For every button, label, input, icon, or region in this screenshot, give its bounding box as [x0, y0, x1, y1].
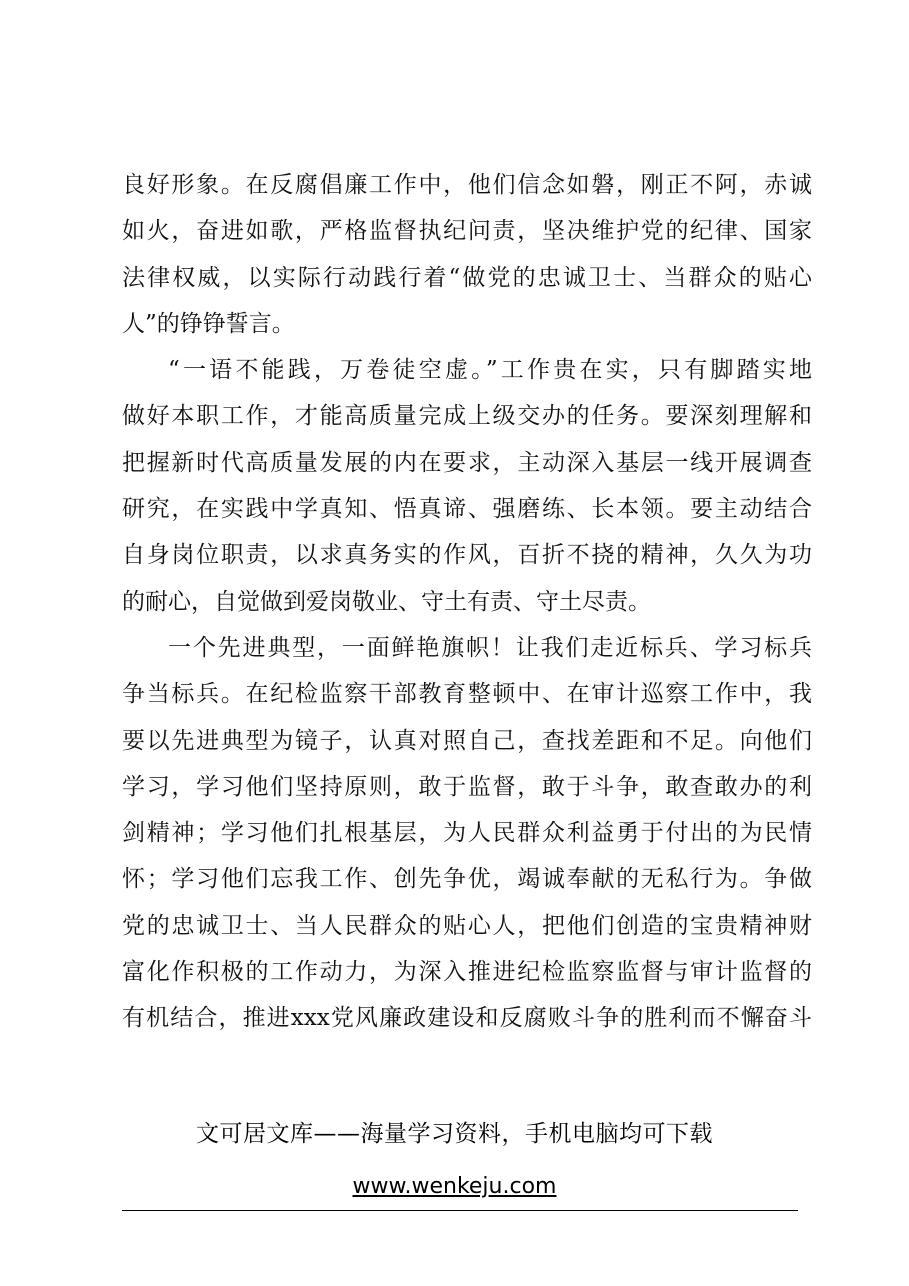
text-line: 有机结合，推进xxx党风廉政建设和反腐败斗争的胜利而不懈奋斗 [122, 1005, 812, 1032]
text-line: 自身岗位职责，以求真务实的作风，百折不挠的精神，久久为功 [122, 542, 812, 569]
text-line: 的耐心，自觉做到爱岗敬业、守土有责、守土尽责。 [122, 588, 651, 615]
text-line: “一语不能践，万卷徒空虚。”工作贵在实，只有脚踏实地 [168, 357, 812, 384]
text-line: 争当标兵。在纪检监察干部教育整顿中、在审计巡察工作中，我 [122, 681, 812, 708]
footer-divider [122, 1210, 798, 1211]
footer-slogan: 文可居文库——海量学习资料，手机电脑均可下载 [196, 1121, 713, 1147]
text-line: 剑精神；学习他们扎根基层，为人民群众利益勇于付出的为民情 [122, 820, 812, 847]
text-line: 法律权威，以实际行动践行着“做党的忠诚卫士、当群众的贴心 [122, 264, 812, 291]
footer-url-link[interactable]: www.wenkeju.com [352, 1174, 557, 1199]
text-line: 要以先进典型为镜子，认真对照自己，查找差距和不足。向他们 [122, 727, 812, 754]
text-line: 富化作积极的工作动力，为深入推进纪检监察监督与审计监督的 [122, 959, 812, 986]
document-body [122, 162, 812, 1042]
text-line: 良好形象。在反腐倡廉工作中，他们信念如磐，刚正不阿，赤诚 [122, 172, 812, 198]
text-line: 党的忠诚卫士、当人民群众的贴心人，把他们创造的宝贵精神财 [122, 912, 812, 939]
text-line: 一个先进典型，一面鲜艳旗帜！让我们走近标兵、学习标兵 [168, 634, 812, 661]
text-line: 把握新时代高质量发展的内在要求，主动深入基层一线开展调查 [122, 449, 812, 476]
text-line: 人”的铮铮誓言。 [122, 310, 295, 337]
text-line: 怀；学习他们忘我工作、创先争优，竭诚奉献的无私行为。争做 [122, 866, 812, 893]
text-line: 如火，奋进如歌，严格监督执纪问责，坚决维护党的纪律、国家 [122, 218, 812, 245]
text-line: 做好本职工作，才能高质量完成上级交办的任务。要深刻理解和 [122, 403, 812, 430]
text-line: 研究，在实践中学真知、悟真谛、强磨练、长本领。要主动结合 [122, 496, 812, 523]
text-line: 学习，学习他们坚持原则，敢于监督，敢于斗争，敢查敢办的利 [122, 773, 812, 800]
